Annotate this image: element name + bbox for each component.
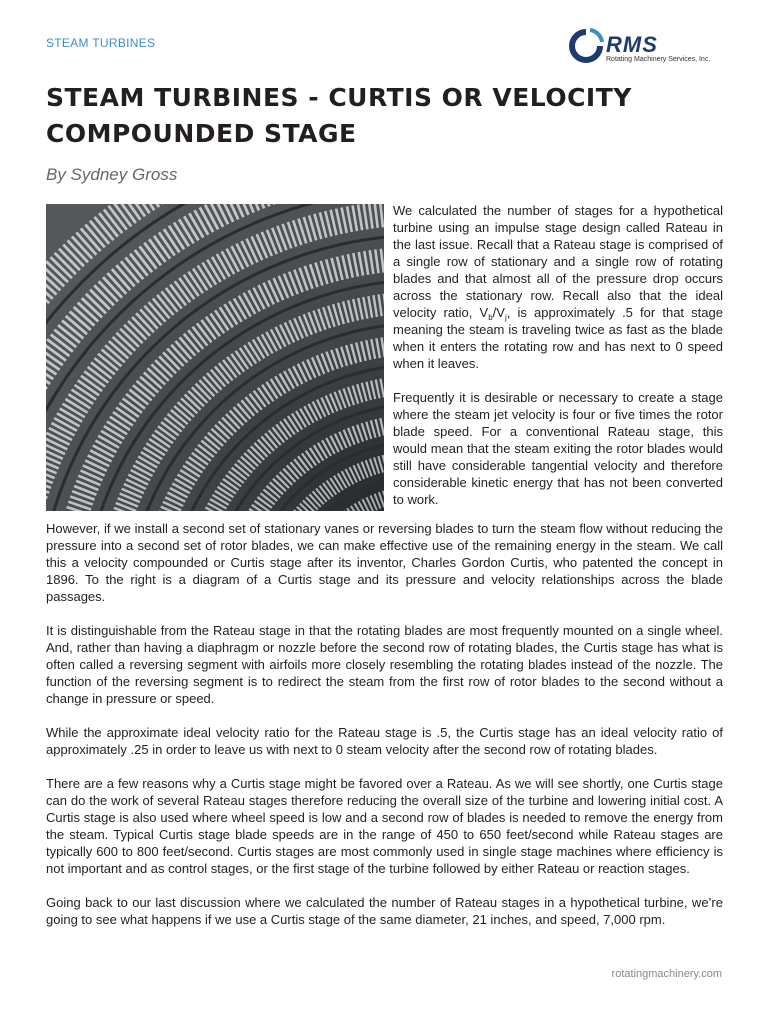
logo-text: RMS [606, 32, 658, 57]
paragraph-2: Frequently it is desirable or necessary to create a stage where the steam jet velocity is four or five times the rotor blade speed. For a conventional Rateau stage, this would mean that the steam exiting the rotor blades would still have considerable tangential velocity and therefore considerable kinetic energy that has not been converted to work. [393, 390, 723, 507]
article-title: STEAM TURBINES - CURTIS OR VELOCITY COMPOUNDED STAGE [46, 83, 632, 148]
paragraph-3: However, if we install a second set of stationary vanes or reversing blades to turn the steam flow without reducing the pressure into a second set of rotor blades, we can make effective use of the remaining energy in the steam. We call this a velocity compounded or Curtis stage after its inventor, Charles Gordon Curtis, who patented the concept in 1896. To the right is a diagram of a Curtis stage and its pressure and velocity relationships across the blade passages. [46, 521, 723, 604]
paragraph-1: We calculated the number of stages for a hypothetical turbine using an impulse stage design called Rateau in the last issue. Recall that a Rateau stage is comprised of a single row of stationary and a single row of rotating blades and that almost all of the pressure drop occurs across the stationary row. Recall also that the ideal velocity ratio, $V_b/V_j$, is approximately .5 for that stage meaning the steam is traveling twice as fast as the blade when it enters the rotating row and has next to 0 speed when it leaves. [393, 203, 723, 371]
rms-logo [568, 28, 724, 68]
paragraph-4: It is distinguishable from the Rateau stage in that the rotating blades are most frequently mounted on a single wheel. And, rather than having a diaphragm or nozzle before the second row of rotating blades, the Curtis stage has what is often called a reversing segment with airfoils more closely resembling the rotating blades instead of the nozzle. The function of the reversing segment is to redirect the steam from the first row of rotor blades to the second without a change in pressure or speed. [46, 623, 723, 706]
paragraph-6: There are a few reasons why a Curtis stage might be favored over a Rateau. As we will see shortly, one Curtis stage can do the work of several Rateau stages therefore reducing the overall size of the turbine and lowering initial cost. A Curtis stage is also used where wheel speed is low and a second row of blades is needed to remove the energy from the steam. Typical Curtis stage blade speeds are in the range of 450 to 650 feet/second while Rateau stages are typically 600 to 800 feet/second. Curtis stages are most commonly used in single stage machines where efficiency is not important and as control stages, or the first stage of the turbine followed by either Rateau or reaction stages. [46, 776, 723, 876]
logo-subtitle: Rotating Machinery Services, Inc. [606, 56, 711, 63]
byline: By Sydney Gross [46, 165, 178, 184]
paragraph-5: While the approximate ideal velocity ratio for the Rateau stage is .5, the Curtis stage has an ideal velocity ratio of approximately .25 in order to leave us with next to 0 steam velocity after the second row of rotating blades. [46, 725, 723, 757]
paragraph-7: Going back to our last discussion where we calculated the number of Rateau stages in a hypothetical turbine, we’re going to see what happens if we use a Curtis stage of the same diameter, 21 inches, and speed, 7,000 rpm. [46, 895, 723, 927]
rms-logo-mark-icon [568, 28, 604, 64]
turbine-rotor-blades-photo [46, 204, 384, 511]
turbine-image-icon [46, 204, 384, 511]
footer-url[interactable]: rotatingmachinery.com [611, 968, 722, 980]
article-body [46, 520, 723, 945]
section-label: STEAM TURBINES [46, 36, 156, 50]
article-column-right [393, 202, 723, 525]
